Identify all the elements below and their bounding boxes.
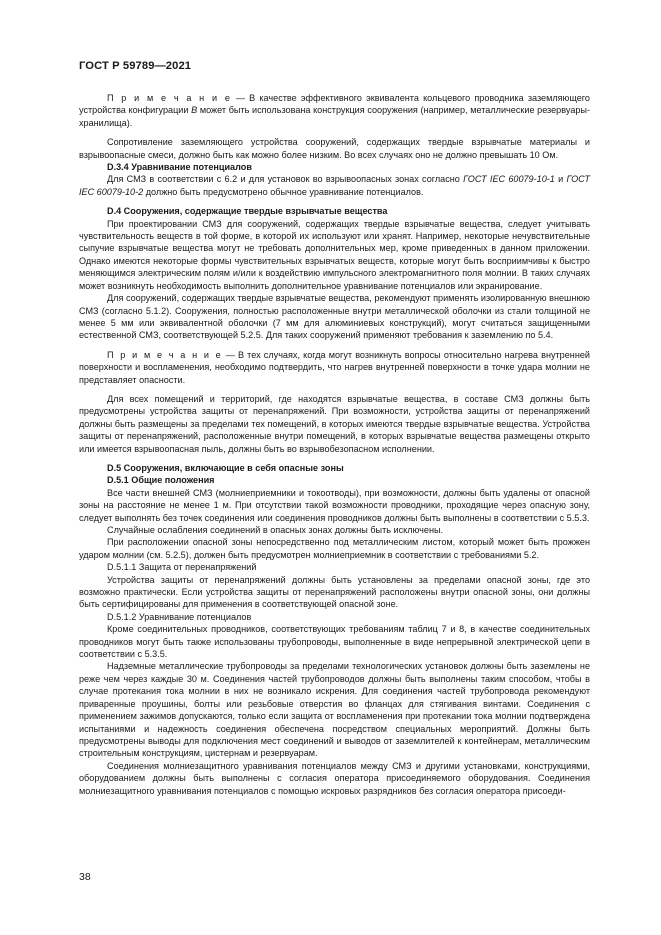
standard-reference: ГОСТ IEC 60079-10-2 [79, 174, 590, 197]
page-number: 38 [79, 871, 91, 883]
section-heading: D.3.4 Уравнивание потенциалов [107, 162, 252, 173]
section-heading: D.4 Сооружения, содержащие твердые взрывчатые вещества [107, 206, 388, 217]
paragraph: Для СМЗ в соответствии с 6.2 и для установок во взрывоопасных зонах согласно ГОСТ IEC 60079-10-1 и ГОСТ IEC 60079-10-2 должно быть предусмотрено обычное уравнивание потенциалов. [79, 174, 590, 197]
subsection-heading: D.5.1.2 Уравнивание потенциалов [107, 611, 252, 622]
paragraph: Соединения молниезащитного уравнивания потенциалов между СМЗ и другими установками, конструкциями, оборудованием должны быть выполнены с согласия оператора присоединяемого оборудования. Соединения молниезащитного уравнивания потенциалов с помощью искровых разрядников без согласия оператора присоеди- [79, 760, 590, 796]
paragraph: Кроме соединительных проводников, соответствующих требованиям таблиц 7 и 8, в качестве соединительных проводников могут быть также использованы трубопроводы, выполненные в виде непрерывной электрической цепи в соответствии с 5.3.5. [79, 624, 590, 660]
document-body [79, 92, 590, 797]
section-heading: D.5.1 Общие положения [107, 475, 215, 486]
paragraph: Случайные ослабления соединений в опасных зонах должны быть исключены. [107, 525, 444, 535]
paragraph: Сопротивление заземляющего устройства сооружений, содержащих твердые взрывчатые материалы и взрывоопасные смеси, должно быть как можно более низким. Во всех случаях оно не должно превышать 10 Ом. [79, 137, 590, 160]
note-label: П р и м е ч а н и е [107, 93, 232, 103]
standard-reference: ГОСТ IEC 60079-10-1 [463, 174, 555, 185]
page-header: ГОСТ Р 59789—2021 [79, 60, 192, 72]
note-paragraph: П р и м е ч а н и е — В тех случаях, когда могут возникнуть вопросы относительно нагрева внутренней поверхности и воспламенения, необходимо подтвердить, что нагрев внутренней поверхности в точке удара молнии не представляет опасности. [79, 349, 590, 385]
paragraph: При расположении опасной зоны непосредственно под металлическим листом, который может быть прожжен ударом молнии (см. 5.2.5), должен быть предусмотрен молниеприемник в соответствии с требованиями 5.2. [79, 537, 590, 560]
paragraph: Для сооружений, содержащих твердые взрывчатые вещества, рекомендуют применять изолированную внешнюю СМЗ (согласно 5.1.2). Сооружения, полностью расположенные внутри металлической оболочки из стали толщиной не менее 5 мм или эквивалентной оболочки (7 мм для алюминиевых конструкций), могут считаться защищенными естественной СМЗ, соответствующей 5.2.5. Для таких сооружений применяют требования к заземлению по 5.4. [79, 293, 590, 341]
paragraph: При проектировании СМЗ для сооружений, содержащих твердые взрывчатые вещества, следует учитывать чувствительность веществ в той форме, в которой их используют или хранят. Например, некоторые нечувствительные сыпучие взрывчатые вещества могут не требовать дополнительных мер, кроме приведенных в данном приложении. Однако имеются некоторые формы чувствительных взрывчатых веществ, которые могут быть восприимчивы к быстро меняющимся электрическим полям и/или к воздействию импульсного электромагнитного поля молнии. В таких случаях может возникнуть необходимость выполнить дополнительное уравнивание потенциалов или экранирование. [79, 218, 590, 291]
paragraph: Надземные металлические трубопроводы за пределами технологических установок должны быть заземлены не реже чем через каждые 30 м. Соединения частей трубопроводов должны быть выполнены таким способом, чтобы в случае протекания тока молнии в них не возникало искрения. Для соединения частей трубопровода рекомендуют приваренные проушины, болты или резьбовые отверстия во фланцах для стягивания винтами. Соединения с применением зажимов допускаются, только если защита от воспламенения при протекании тока молнии подтверждена испытаниями и надежность соединения обеспечена посредством специальных мероприятий. Должны быть предусмотрены выводы для подключения мест соединений и выводов от заземлителей к контейнерам, металлическим строительным конструкциям, цистернам и резервуарам. [79, 661, 590, 759]
note-label: П р и м е ч а н и е [107, 349, 223, 360]
paragraph: Для всех помещений и территорий, где находятся взрывчатые вещества, в составе СМЗ должны быть предусмотрены устройства защиты от перенапряжений. При возможности, устройства защиты от перенапряжений должны быть размещены за пределами тех помещений, в которых имеются твердые взрывчатые вещества. Устройства защиты от перенапряжений, расположенные внутри помещений, в которых взрывчатые вещества размещены открыто или имеется взрывоопасная пыль, должны быть во взрывобезопасном исполнении. [79, 393, 590, 454]
paragraph: Устройства защиты от перенапряжений должны быть установлены за пределами опасной зоны, где это возможно практически. Если устройства защиты от перенапряжений расположены внутри опасной зоны, они должны быть сертифицированы для применения в соответствующей опасной зоне. [79, 574, 590, 610]
section-heading: D.5 Сооружения, включающие в себя опасные зоны [107, 462, 344, 473]
note-paragraph: П р и м е ч а н и е — В качестве эффективного эквивалента кольцевого проводника заземляющего устройства конфигурации В может быть использована конструкция сооружения (например, металлические резервуары-хранилища). [79, 93, 590, 128]
subsection-heading: D.5.1.1 Защита от перенапряжений [107, 562, 257, 573]
paragraph: Все части внешней СМЗ (молниеприемники и токоотводы), при возможности, должны быть удалены от опасной зоны на расстояние не менее 1 м. При отсутствии такой возможности проводники, проходящие через опасную зону, следует выполнять без точек соединения или соединения проводников должны быть выполнены в соответствии с 5.5.3. [79, 487, 590, 523]
